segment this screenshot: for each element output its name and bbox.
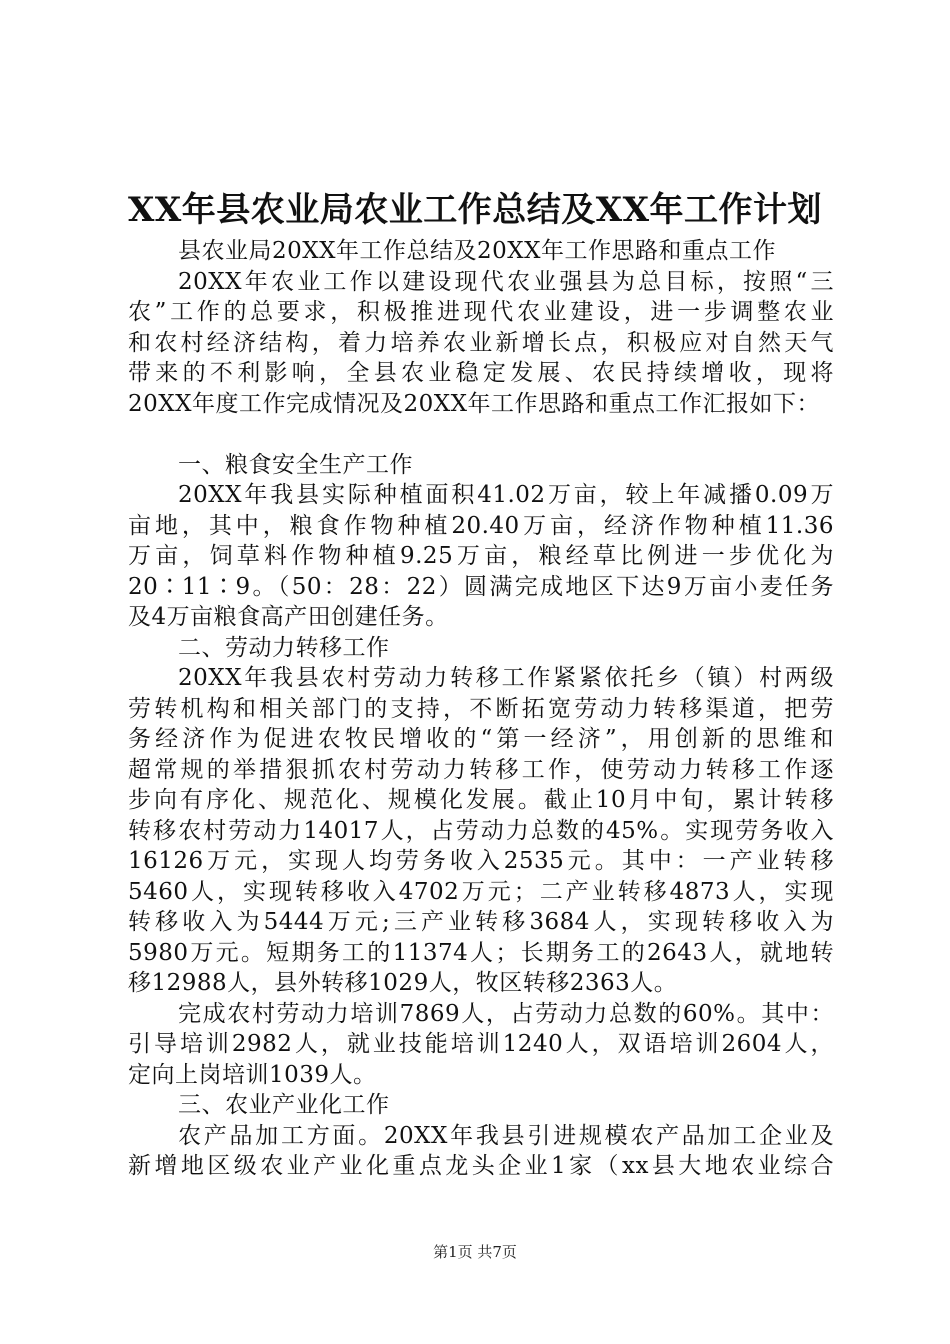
text-line: 引导培训2982人，就业技能培训1240人，双语培训2604人， bbox=[128, 1031, 834, 1057]
text-line: 移12988人，县外转移1029人，牧区转移2363人。 bbox=[128, 970, 678, 996]
text-line: 超常规的举措狠抓农村劳动力转移工作，使劳动力转移工作逐 bbox=[128, 756, 834, 783]
text-line: 5980万元。短期务工的11374人；长期务工的2643人，就地转 bbox=[128, 939, 834, 966]
text-line: 20XX年我县农村劳动力转移工作紧紧依托乡（镇）村两级 bbox=[178, 665, 834, 691]
text-line: 务经济作为促进农牧民增收的“第一经济”，用创新的思维和 bbox=[128, 726, 834, 752]
text-line: 步向有序化、规范化、规模化发展。截止10月中旬，累计转移 bbox=[128, 787, 834, 813]
text-line: 新增地区级农业产业化重点龙头企业1家（xx县大地农业综合 bbox=[128, 1153, 834, 1179]
document-body bbox=[128, 236, 834, 1182]
text-line: 完成农村劳动力培训7869人，占劳动力总数的60%。其中： bbox=[178, 1000, 834, 1027]
text-line: 20∶11∶9。（50：28：22）圆满完成地区下达9万亩小麦任务 bbox=[128, 573, 834, 600]
text-line: 转移收入为5444万元;三产业转移3684人，实现转移收入为 bbox=[128, 909, 834, 935]
text-line: 劳转机构和相关部门的支持，不断拓宽劳动力转移渠道，把劳 bbox=[128, 695, 834, 722]
text-line: 5460人，实现转移收入4702万元；二产业转移4873人，实现 bbox=[128, 878, 834, 905]
text-line: 二、劳动力转移工作 bbox=[178, 634, 390, 661]
text-line: 转移农村劳动力14017人，占劳动力总数的45%。实现劳务收入 bbox=[128, 817, 834, 844]
text-line: 亩地，其中，粮食作物种植20.40万亩，经济作物种植11.36 bbox=[128, 512, 834, 539]
text-line: 农”工作的总要求，积极推进现代农业建设，进一步调整农业 bbox=[128, 299, 834, 325]
text-line: 20XX年农业工作以建设现代农业强县为总目标，按照“三 bbox=[178, 268, 834, 295]
text-line: 万亩，饲草料作物种植9.25万亩，粮经草比例进一步优化为 bbox=[128, 543, 834, 569]
text-line: 20XX年度工作完成情况及20XX年工作思路和重点工作汇报如下： bbox=[128, 390, 821, 417]
text-line: 一、粮食安全生产工作 bbox=[178, 451, 413, 478]
text-line: 及4万亩粮食高产田创建任务。 bbox=[128, 604, 449, 630]
text-line: 三、农业产业化工作 bbox=[178, 1092, 390, 1118]
paragraph-gap bbox=[128, 419, 834, 450]
text-line: 农产品加工方面。20XX年我县引进规模农产品加工企业及 bbox=[178, 1122, 834, 1149]
document-title: XX年县农业局农业工作总结及XX年工作计划 bbox=[127, 190, 823, 230]
text-line: 和农村经济结构，着力培养农业新增长点，积极应对自然天气 bbox=[128, 329, 834, 356]
text-line: 20XX年我县实际种植面积41.02万亩，较上年减播0.09万 bbox=[178, 482, 834, 508]
text-line: 带来的不利影响，全县农业稳定发展、农民持续增收，现将 bbox=[128, 360, 834, 386]
text-line: 定向上岗培训1039人。 bbox=[128, 1061, 377, 1088]
text-line: 县农业局20XX年工作总结及20XX年工作思路和重点工作 bbox=[178, 238, 777, 264]
page-footer: 第1页 共7页 bbox=[433, 1243, 517, 1261]
text-line: 16126万元，实现人均劳务收入2535元。其中：一产业转移 bbox=[128, 848, 834, 874]
